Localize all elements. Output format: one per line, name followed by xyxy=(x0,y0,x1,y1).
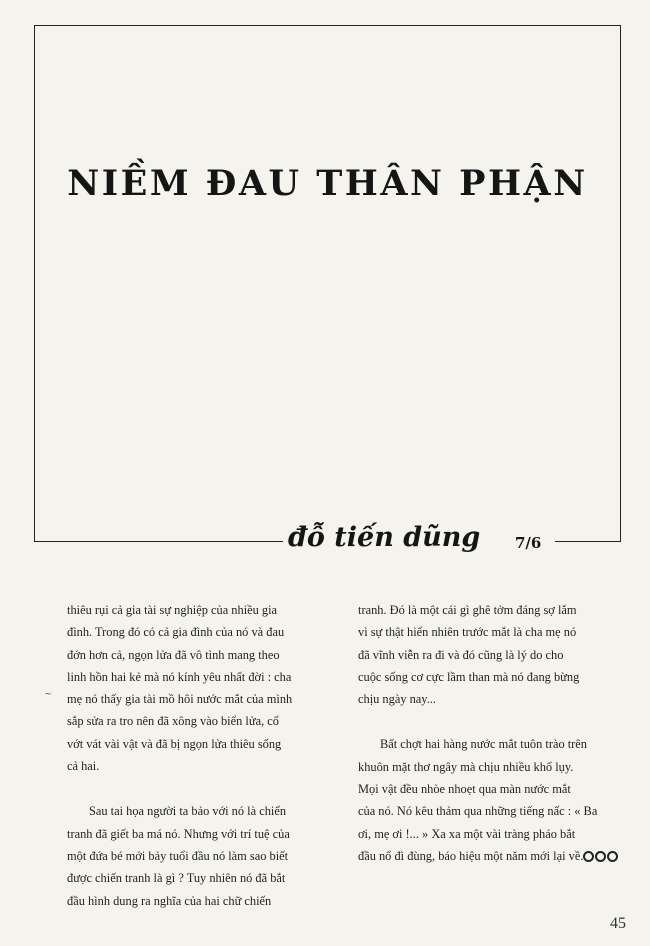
left-paragraph-1 xyxy=(67,599,317,777)
text-line: được chiến tranh là gì ? Tuy nhiên nó đã bắt xyxy=(67,871,286,886)
text-line: ơi, mẹ ơi !... » Xa xa một vài tràng pháo bắt xyxy=(358,826,576,841)
text-line: đầu hình dung ra nghĩa của hai chữ chiến xyxy=(67,893,272,908)
title-frame xyxy=(34,25,621,542)
author-date: 7/6 xyxy=(515,534,542,552)
text-line: đớn hơn cả, ngọn lửa đã vô tình mang theo xyxy=(67,647,280,662)
byline-rule-left xyxy=(34,541,283,542)
text-line: Mọi vật đều nhòe nhoẹt qua màn nước mắt xyxy=(358,782,571,797)
text-line: cuộc sống cơ cực lầm than mà nó đang bừng xyxy=(358,669,580,684)
circle-icon xyxy=(583,851,594,862)
text-line: của nó. Nó kêu thảm qua những tiếng nấc : « Ba xyxy=(358,804,598,819)
left-paragraph-2 xyxy=(67,800,317,911)
text-line: đầu nổ đì đùng, báo hiệu một năm mới lại về. xyxy=(358,848,584,863)
text-line: sắp sửa ra tro nên đã xông vào biển lửa, cố xyxy=(67,714,279,729)
text-line: đình. Trong đó có cả gia đình của nó và đau xyxy=(67,625,285,640)
byline-rule-right xyxy=(555,541,621,542)
end-of-article-mark xyxy=(583,851,618,862)
circle-icon xyxy=(607,851,618,862)
circle-icon xyxy=(595,851,606,862)
text-line: một đứa bé mới bảy tuổi đầu nó làm sao biết xyxy=(67,848,289,863)
text-line: vì sự thật hiển nhiên trước mắt là cha mẹ nó xyxy=(358,625,577,640)
text-line: đã vĩnh viễn ra đi và đó cũng là lý do cho xyxy=(358,647,564,662)
text-line: tranh đã giết ba má nó. Nhưng với trí tuệ của xyxy=(67,826,290,841)
right-column xyxy=(358,599,630,867)
text-line: Bất chợt hai hàng nước mắt tuôn trào trên xyxy=(380,737,587,752)
author-name: đỗ tiến dũng xyxy=(288,522,481,553)
text-line: vớt vát vài vật và đã bị ngọn lửa thiêu sống xyxy=(67,736,282,751)
text-line: Sau tai họa người ta bảo với nó là chiến xyxy=(89,804,287,819)
page-number: 45 xyxy=(610,915,626,932)
text-line: tranh. Đó là một cái gì ghê tởm đáng sợ lắm xyxy=(358,603,577,617)
text-line: mẹ nó thấy gia tài mồ hôi nước mắt của mình xyxy=(67,692,293,707)
text-line: linh hồn hai kẻ mà nó kính yêu nhất đời : cha xyxy=(67,669,292,684)
text-line: khuôn mặt thơ ngây mà chịu nhiều khổ lụy. xyxy=(358,759,574,774)
article-title: NIỀM ĐAU THÂN PHẬN xyxy=(67,163,588,204)
right-paragraph-2 xyxy=(358,733,630,867)
left-column xyxy=(67,599,317,912)
text-line: cả hai. xyxy=(67,759,100,774)
text-line: chịu ngày nay... xyxy=(358,692,436,707)
right-paragraph-1 xyxy=(358,599,630,710)
text-line: thiêu rụi cả gia tài sự nghiệp của nhiều gia xyxy=(67,603,278,617)
margin-mark: ~ xyxy=(44,689,53,700)
